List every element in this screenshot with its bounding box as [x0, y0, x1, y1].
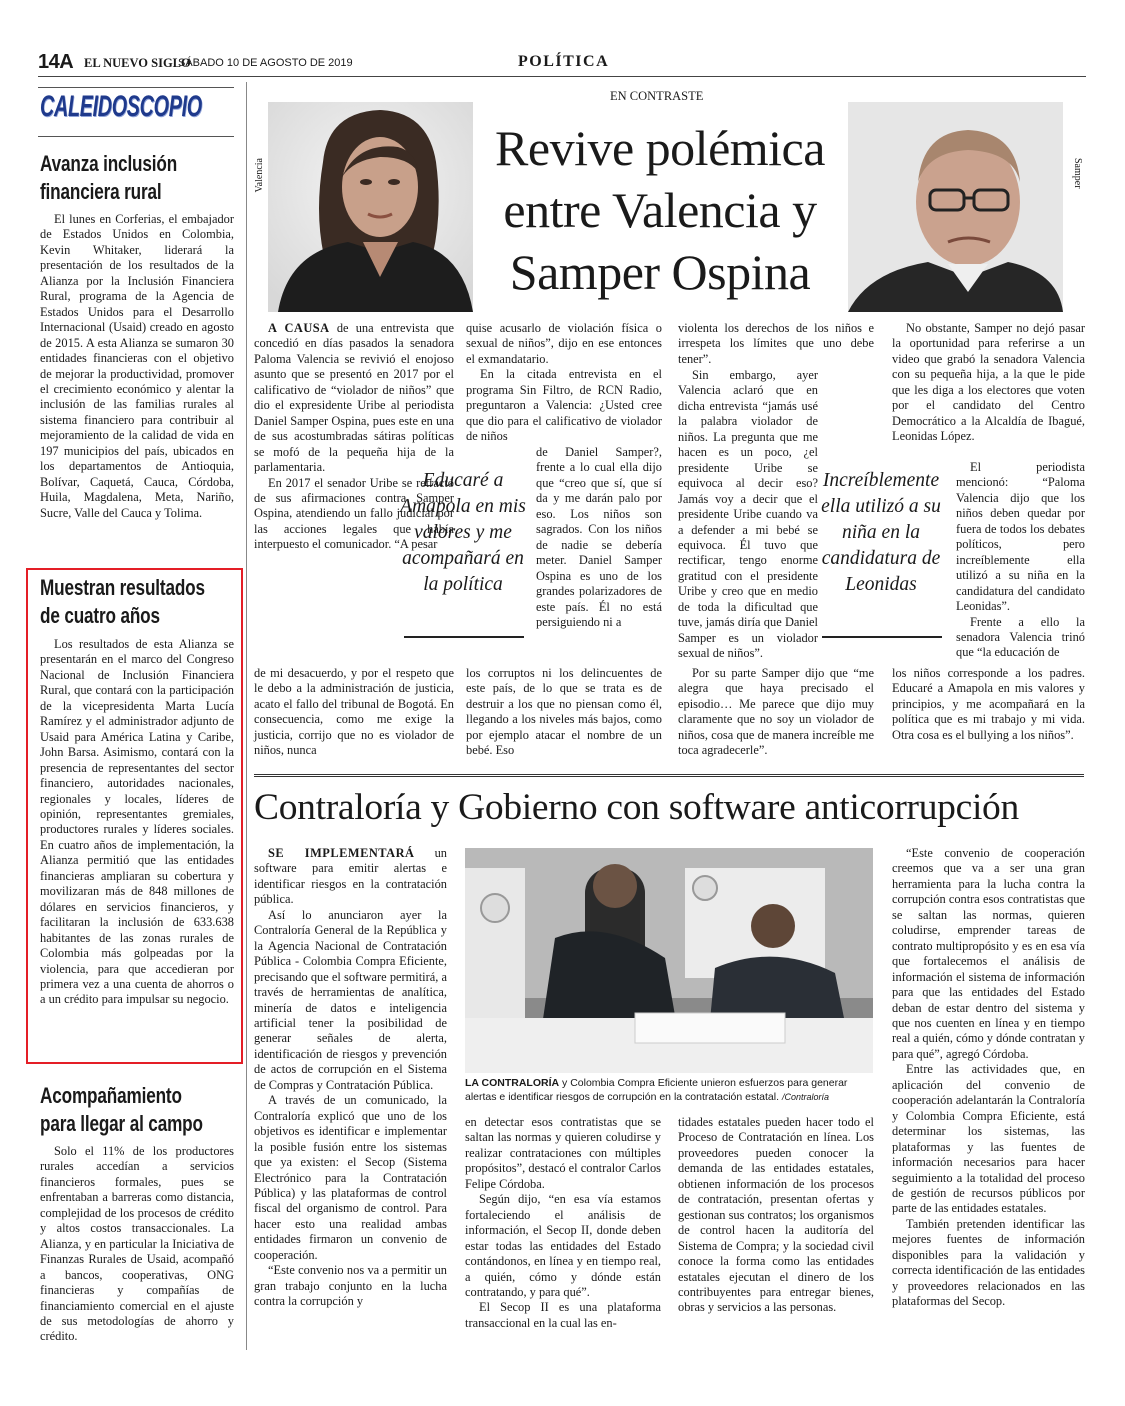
story2-col3: tidades estatales pueden hacer todo el Proceso de Contratación en línea. Los proveedores pueden conocer la demanda de las entidades estatales, obtienen información de los procesos de contratación, presentan ofertas y gestionan sus contratos; los organismos de control hacen la auditoría del Sistema de Compra; y la sociedad civil conoce la forma como las entidades estatales ejecutan el dinero de los contribuyentes para entregar bienes, obras y servicios a las personas.	[678, 1115, 874, 1315]
sidebar-top-rule	[38, 87, 234, 88]
story1-col2-top: quise acusarlo de violación física o sexual de niños”, dijo en ese entonces el exmandatario. En la citada entrevista en el programa Sin Filtro, de RCN Radio, preguntaron a Valencia: ¿Usted cree que dio para el calificativo de violador de niños	[466, 321, 662, 444]
header-rule	[38, 76, 1086, 77]
story1-col3-left: Sin embargo, ayer Valencia aclaró que en dicha entrevista “jamás usé la palabra violador de niños. La pregunta que me hacen es un poco, ¿el presidente Uribe se equivoca al decir eso? Jamás voy a decir que el presidente Uribe cuando va a defender a mi bebé se equivoca. Él tuvo que rectificar, tengo enorme gratitud con el presidente Uribe y creo que en medio de toda la dificultad que tuve, jamás diría que Daniel Samper es un violador sexual de niños”.	[678, 368, 818, 661]
story1-col4-right: El periodista mencionó: “Paloma Valencia dijo que los niños deben quedar por fuera de todos los debates políticos, pero increíblemente ella utilizó a su niña en la candidatura del candidato Leonidas”. Frente a ello la senadora Valencia trinó que “la educación de	[956, 460, 1085, 660]
photo-credit-samper: Samper	[1072, 158, 1083, 189]
story1-col4-bottom: los niños corresponde a los padres. Educaré a Amapola en mis valores y principios, y me acompañará en la política que es mi trabajo y mi vida. Otra cosa es el bullying a los niños”.	[892, 666, 1085, 742]
story1-col2-bottom: los corruptos ni los delincuentes de este país, de lo que se trata es de destruir a los que no piensan como él, llegando a los niveles más bajos, como por ejemplo atacar el nombre de un bebé. Eso	[466, 666, 662, 758]
story1-col2-right: de Daniel Samper?, frente a lo cual ella dijo que “creo que sí, que sí da y me darán palo por eso. Los niños son sagrados. Con los niños de nadie se debería meter. Daniel Samper Ospina es uno de los grandes polarizadores de este país. Él no está persiguiendo ni a	[536, 445, 662, 629]
sidebar-title: CALEIDOSCOPIO	[40, 90, 202, 123]
story2-lead-in: SE IMPLEMENTARÁ	[268, 846, 415, 860]
pull-quote-left: Educaré a Amapola en mis valores y me acompañará en la política	[400, 470, 526, 595]
pull-quote-right: Increíblemente ella utilizó a su niña en la candidatura de Leonidas	[821, 470, 941, 595]
pull-quote-left-rule	[404, 636, 524, 638]
samper-photo	[848, 102, 1063, 312]
story2-headline: Contraloría y Gobierno con software anticorrupción	[254, 787, 1019, 828]
valencia-photo	[268, 102, 473, 312]
story1-col3-bottom: Por su parte Samper dijo que “me alegra que haya precisado el episodio… Me parece que dijo muy claramente que no soy un violador de niños, cosa que de manera increíble me toca agradecerle”.	[678, 666, 874, 758]
issue-date: SÁBADO 10 DE AGOSTO DE 2019	[178, 57, 353, 69]
story2-col1: SE IMPLEMENTARÁ un software para emitir alertas e identificar riesgos en la contratación pública. Así lo anunciaron ayer la Contraloría General de la República y la Agencia Nacional de Contratación Pública - Colombia Compra Eficiente, precisando que el software permitirá, a través de herramientas de analítica, minería de datos e inteligencia artificial tener la posibilidad de generar señales de alerta, identificación de riesgos y prevención de actos de corrupción en el Sistema de Compras y Contratación Pública. A través de un comunicado, la Contraloría explicó que uno de los objetivos es identificar e implementar la posible fusión entre los sistemas que ya existen: el Secop (Sistema Electrónico para la Contratación Pública) y las plataformas de control fiscal del organismo de control. Para hacer esto una realidad ambas entidades firmaron un convenio de cooperación. “Este convenio nos va a permitir un gran trabajo conjunto en la lucha contra la corrupción y	[254, 846, 447, 1309]
sidebar-body-3: Solo el 11% de los productores rurales accedían a servicios financieros formales, pues se enfrentaban a barreras como distancia, complejidad de los procesos de crédito y altos costos transaccionales. La Alianza, y en particular la Iniciativa de Finanzas Rurales de Usaid, acompañó a bancos, cooperativas, ONG financieras y compañías de financiamiento comercial en el ajuste de sus metodologías de ahorro y crédito.	[40, 1144, 234, 1344]
signing-photo	[465, 848, 873, 1073]
story2-col2: en detectar esos contratistas que se saltan las normas y quieren coludirse y realizar contrataciones con múltiples propósitos”, destacó el contralor Carlos Felipe Córdoba. Según dijo, “en esa vía estamos fortaleciendo el análisis de información, el Secop II, donde deben estar todas las entidades del Estado contándonos, en línea y en tiempo real, a quién, cómo y dónde están contratando, y para qué”. El Secop II es una plataforma transaccional en la cual las en-	[465, 1115, 661, 1330]
sidebar-body-2: Los resultados de esta Alianza se presentarán en el marco del Congreso Nacional de Inclusión Financiera Rural, que contará con la participación de la vicepresidenta Marta Lucía Ramírez y el administrador adjunto de Usaid para América Latina y Caribe, John Barsa. Asimismo, contará con la presencia de representantes del sector financiero, autoridades nacionales, regionales y locales, líderes de opinión, representantes gremiales, productores rurales y líderes sociales. En cuatro años de implementación, la Alianza permitió que las entidades financieras ampliaran su cobertura y movilizaran más de 848 millones de dólares en servicios financieros, y facilitaran la inclusión de 633.638 habitantes de las zonas rurales de Colombia más golpeadas por la violencia, para que accedieran por primera vez a una cuenta de ahorros o a un crédito para impulsar su negocio.	[40, 637, 234, 1007]
sidebar-title-rule	[38, 136, 234, 137]
pull-quote-right-rule	[822, 636, 942, 638]
story1-col1-bottom: de mi desacuerdo, y por el respeto que le debo a la administración de justicia, acato el fallo del tribunal de Bogotá. En consecuencia, como me exige la justicia, corrijo que no es violador de niños, nunca	[254, 666, 454, 758]
story1-headline: Revive polémica entre Valencia y Samper Ospina	[495, 120, 825, 300]
photo-caption: LA CONTRALORÍA y Colombia Compra Eficiente unieron esfuerzos para generar alertas e identificar riesgos de corrupción en la contratación estatal. /Contraloría	[465, 1077, 848, 1103]
story1-lead-in: A CAUSA	[268, 321, 330, 335]
story1-kicker: EN CONTRASTE	[610, 89, 704, 103]
story1-col3: violenta los derechos de los niños e irrespeta los límites que uno debe tener”.	[678, 321, 874, 366]
paper-name: EL NUEVO SIGLO	[84, 56, 191, 70]
page-number: 14A	[38, 51, 74, 73]
sidebar-divider	[246, 82, 247, 1350]
photo-credit-valencia: Valencia	[254, 158, 265, 193]
section-name: POLÍTICA	[518, 53, 610, 70]
sidebar-headline-1: Avanza inclusión financiera rural	[40, 151, 178, 204]
story1-col1: A CAUSA de una entrevista que concedió en días pasados la senadora Paloma Valencia se revivió el enojoso asunto que se presentó en 2017 por el calificativo de “violador de niños” que dio el expresidente Uribe al periodista Daniel Samper Ospina, pues este en una de sus acostumbradas sátiras políticas se mofó de la pequeña hija de la parlamentaria. En 2017 el senador Uribe se retractó de sus afirmaciones contra Samper Ospina, atendiendo un fallo judicial por las acciones legales que había interpuesto el comunicador. “A pesar	[254, 321, 455, 552]
story2-col4: “Este convenio de cooperación creemos que va a ser una gran herramienta para la lucha contra la corrupción contra esos contratistas que se saltan las normas, quieren coludirse, emprender tareas de contrato multipropósito y es en esa vía que fortalecemos el análisis de información el sistema de información para que las entidades del Estado deban de estar dentro del sistema y que nos cuenten en línea y en tiempo real a quién, cómo y dónde contratan y para qué”, agregó Córdoba. Entre las actividades que, en aplicación del convenio de cooperación adelantarán la Contraloría y Colombia Compra Eficiente, está determinar los sistemas, las plataformas y las fuentes de información necesarios para hacer seguimiento a la totalidad del proceso de gestión de recursos públicos por parte de las entidades estatales. También pretenden identificar las mejores fuentes de información disponibles para la validación y correcta identificación de las entidades y proveedores relacionados en las plataformas del Secop.	[892, 846, 1085, 1309]
sidebar-headline-3: Acompañamiento para llegar al campo	[40, 1083, 203, 1136]
sidebar	[38, 82, 240, 1352]
sidebar-body-1: El lunes en Corferias, el embajador de Estados Unidos en Colombia, Kevin Whitaker, liderará la presentación de los resultados de la Alianza por la Inclusión Financiera Rural, programa de la Agencia de Estados Unidos para el Desarrollo Internacional (Usaid) creado en agosto de 2015. A esta Alianza se sumaron 30 entidades financieras con el objetivo de mejorar la productividad, promover el crecimiento económico y alentar la inclusión de las familias rurales al sistema financiero para contribuir al mejoramiento de la calidad de vida en 197 municipios del país, ubicados en los departamentos de Antioquia, Bolívar, Caquetá, Cauca, Córdoba, Huila, Magdalena, Meta, Nariño, Sucre, Valle del Cauca y Tolima.	[40, 212, 234, 520]
story-separator	[254, 774, 1084, 777]
sidebar-headline-2: Muestran resultados de cuatro años	[40, 575, 205, 628]
story1-col4: No obstante, Samper no dejó pasar la oportunidad para referirse a un video que grabó la senadora Valencia con su pequeña hija, a la que le pide que les diga a los electores que voten por el candidato del Centro Democrático a la Alcaldía de Ibagué, Leonidas López.	[892, 321, 1085, 444]
